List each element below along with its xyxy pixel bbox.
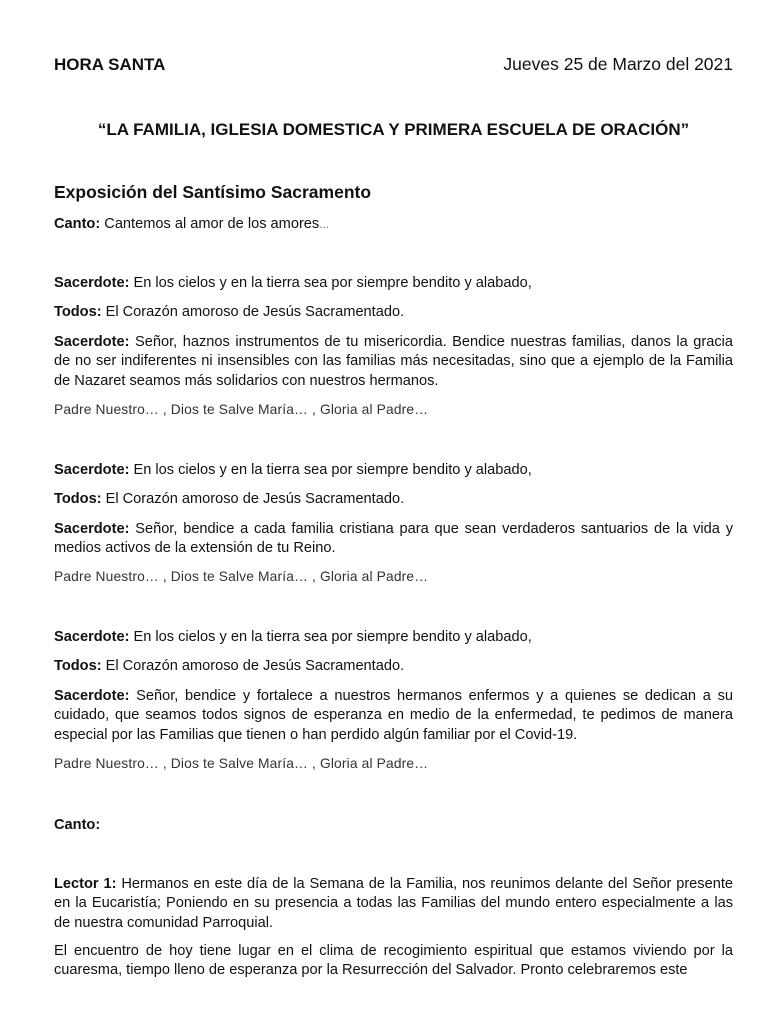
lector-label: Lector 1: xyxy=(54,876,117,892)
header-row xyxy=(54,54,733,75)
speaker-label: Sacerdote: xyxy=(54,521,130,537)
speaker-text: Señor, bendice y fortalece a nuestros hermanos enfermos y a quienes se dedican a su cuidado, que seamos todos signos de esperanza en medio de la enfermedad, te pedimos de manera especial por las Familias que tienen o han perdido algún familiar por el Covid-19. xyxy=(54,688,733,743)
speaker-label: Sacerdote: xyxy=(54,629,130,645)
block3-sacerdote-line xyxy=(54,628,733,647)
header-date: Jueves 25 de Marzo del 2021 xyxy=(503,54,733,74)
speaker-text: En los cielos y en la tierra sea por siempre bendito y alabado, xyxy=(129,629,532,645)
speaker-text: En los cielos y en la tierra sea por siempre bendito y alabado, xyxy=(129,275,532,291)
block2-sacerdote-prayer xyxy=(54,520,733,559)
speaker-text: Señor, bendice a cada familia cristiana para que sean verdaderos santuarios de la vida y medios activos de la extensión de tu Reino. xyxy=(54,521,733,557)
block1-todos-line xyxy=(54,303,733,322)
speaker-label: Todos: xyxy=(54,658,102,674)
speaker-text: En los cielos y en la tierra sea por siempre bendito y alabado, xyxy=(129,462,532,478)
header-title: HORA SANTA xyxy=(54,55,166,74)
canto-ellipsis: ... xyxy=(319,217,330,231)
closing-paragraph: El encuentro de hoy tiene lugar en el clima de recogimiento espiritual que estamos viviendo por la cuaresma, tiempo lleno de esperanza por la Resurrección del Salvador. Pronto celebraremos este xyxy=(54,943,733,979)
block2-todos-line xyxy=(54,490,733,509)
block1-sacerdote-prayer xyxy=(54,333,733,391)
speaker-text: El Corazón amoroso de Jesús Sacramentado. xyxy=(101,491,405,507)
speaker-label: Sacerdote: xyxy=(54,462,130,478)
block3-todos-line xyxy=(54,657,733,676)
speaker-text: El Corazón amoroso de Jesús Sacramentado. xyxy=(101,304,405,320)
block3-sacerdote-prayer xyxy=(54,687,733,745)
block3-prayers: Padre Nuestro… , Dios te Salve María… , Gloria al Padre… xyxy=(54,756,429,771)
canto2-line xyxy=(54,816,733,835)
block1-sacerdote-line xyxy=(54,274,733,293)
speaker-label: Todos: xyxy=(54,491,102,507)
lector-text: Hermanos en este día de la Semana de la Familia, nos reunimos delante del Señor presente en la Eucaristía; Poniendo en su presencia a todas las Familias del mundo entero especialmente a las de nuestra comunidad Parroquial. xyxy=(54,876,733,931)
speaker-label: Sacerdote: xyxy=(54,275,130,291)
canto-line xyxy=(54,215,733,234)
section-heading: Exposición del Santísimo Sacramento xyxy=(54,182,372,202)
lector1-paragraph xyxy=(54,875,733,933)
canto-text: Cantemos al amor de los amores xyxy=(100,216,320,232)
speaker-label: Sacerdote: xyxy=(54,334,130,350)
block2-sacerdote-line xyxy=(54,461,733,480)
block1-prayers: Padre Nuestro… , Dios te Salve María… , Gloria al Padre… xyxy=(54,402,429,417)
block2-prayers: Padre Nuestro… , Dios te Salve María… , Gloria al Padre… xyxy=(54,569,429,584)
document-title: “LA FAMILIA, IGLESIA DOMESTICA Y PRIMERA ESCUELA DE ORACIÓN” xyxy=(97,120,690,139)
canto-label: Canto: xyxy=(54,216,101,232)
speaker-label: Sacerdote: xyxy=(54,688,130,704)
speaker-text: Señor, haznos instrumentos de tu misericordia. Bendice nuestras familias, danos la gracia de no ser indiferentes ni insensibles con las familias más necesitadas, sino que a ejemplo de la Familia de Nazaret seamos más solidarios con nuestros hermanos. xyxy=(54,334,733,389)
speaker-label: Todos: xyxy=(54,304,102,320)
canto2-label: Canto: xyxy=(54,817,101,833)
speaker-text: El Corazón amoroso de Jesús Sacramentado. xyxy=(101,658,405,674)
